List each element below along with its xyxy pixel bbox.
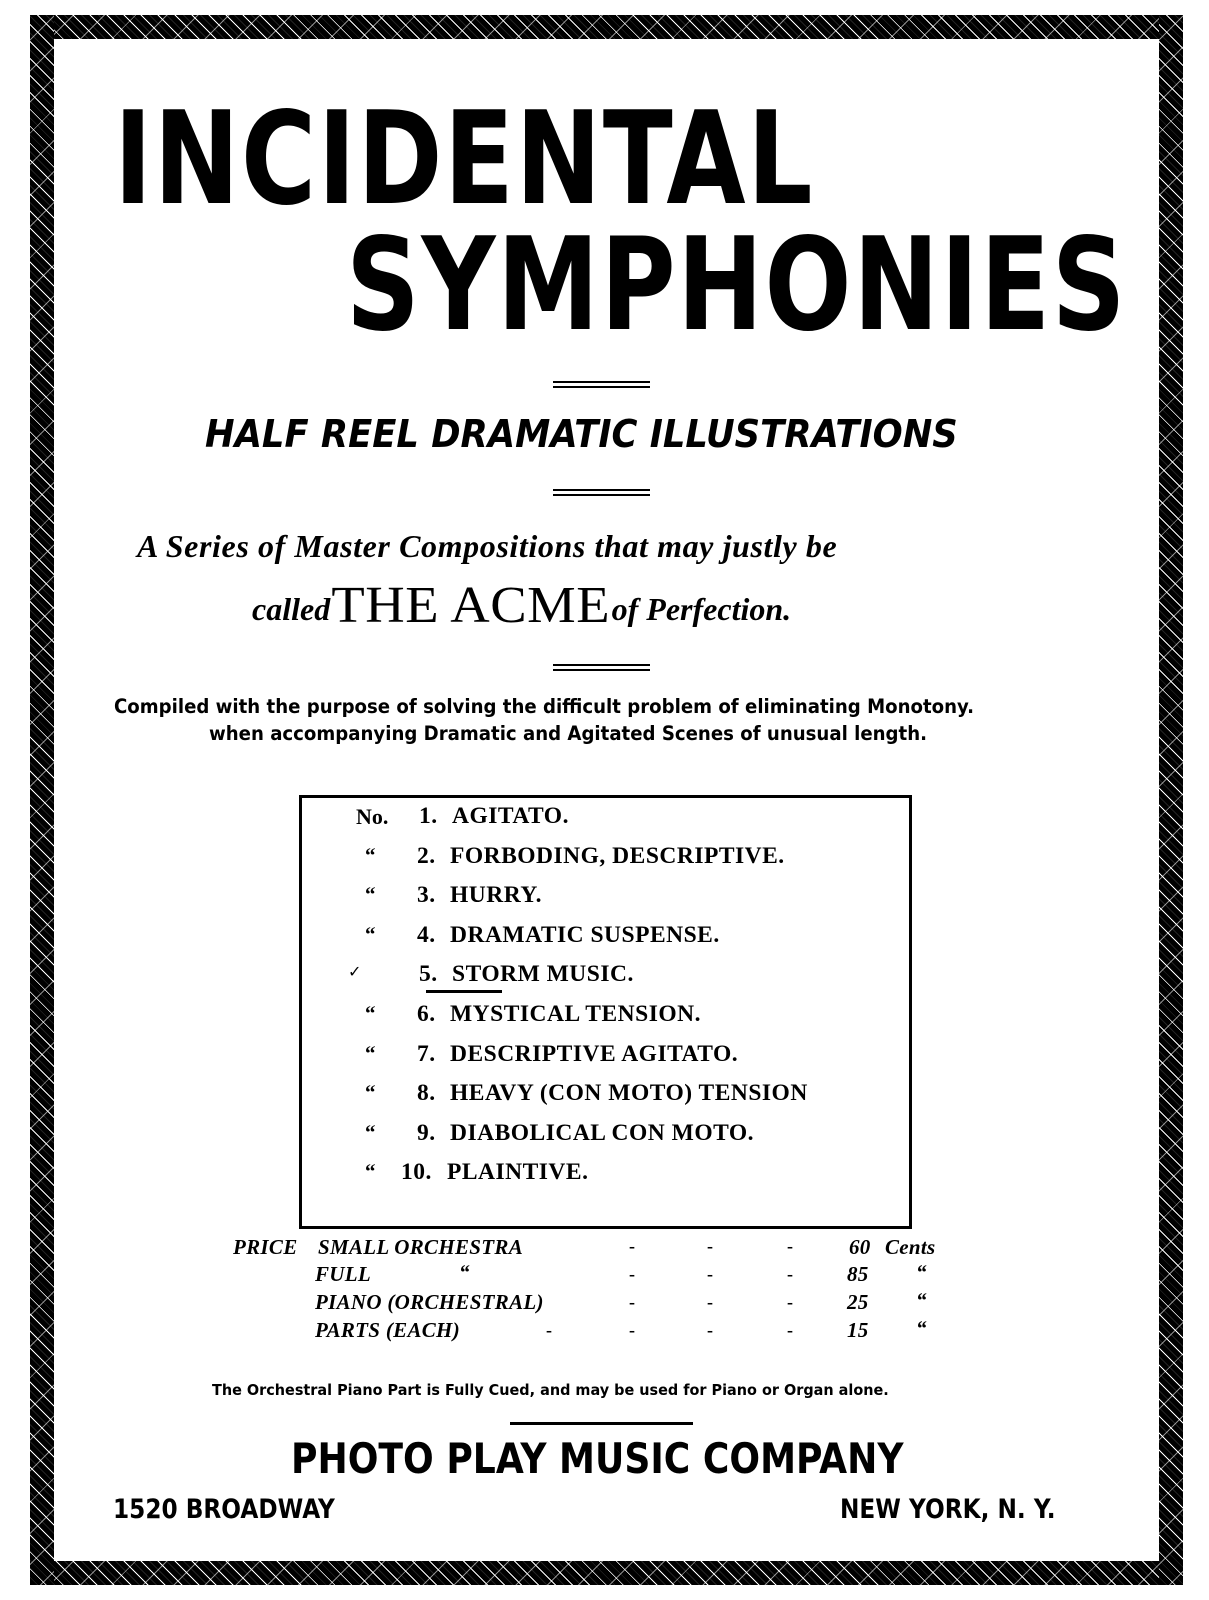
price-unit: “ — [916, 1288, 927, 1312]
list-item-title: DRAMATIC SUSPENSE. — [450, 922, 720, 948]
divider-rule — [510, 1422, 693, 1425]
tagline-emphasis: THE ACME — [331, 577, 611, 634]
ditto-mark: “ — [365, 922, 376, 946]
list-number: 6. — [417, 1001, 436, 1027]
leader-dash: - — [787, 1320, 793, 1340]
leader-dash: - — [629, 1236, 635, 1256]
ornamental-border-top — [30, 15, 1183, 39]
publisher-name: PHOTO PLAY MUSIC COMPANY — [291, 1434, 904, 1483]
list-number: 3. — [417, 882, 436, 908]
list-item-title: HEAVY (CON MOTO) TENSION — [450, 1080, 808, 1106]
list-item-title: HURRY. — [450, 882, 543, 908]
list-number: 8. — [417, 1080, 436, 1106]
price-unit: Cents — [885, 1235, 936, 1259]
list-number: 7. — [417, 1041, 436, 1067]
tagline-post: of Perfection. — [611, 591, 792, 627]
list-item-title: PLAINTIVE. — [447, 1159, 589, 1185]
list-number: 9. — [417, 1120, 436, 1146]
description-line-1: Compiled with the purpose of solving the difficult problem of eliminating Monotony. — [114, 695, 975, 718]
leader-dash: - — [787, 1264, 793, 1284]
list-item-title: STORM MUSIC. — [452, 961, 634, 987]
list-item-title: FORBODING, DESCRIPTIVE. — [450, 843, 785, 869]
price-value: 60 — [849, 1235, 871, 1259]
list-number: 2. — [417, 843, 436, 869]
tagline-line-2 — [252, 577, 792, 634]
price-label: PIANO (ORCHESTRAL) — [315, 1290, 544, 1314]
price-value: 25 — [847, 1290, 869, 1314]
title-line-2: SYMPHONIES — [346, 211, 1128, 360]
ditto-mark: “ — [365, 1080, 376, 1104]
leader-dash: - — [787, 1236, 793, 1256]
divider-rule — [553, 386, 650, 388]
price-unit: “ — [916, 1260, 927, 1284]
divider-rule — [553, 489, 650, 491]
ditto-mark: “ — [365, 882, 376, 906]
leader-dash: - — [787, 1292, 793, 1312]
leader-dash: - — [629, 1292, 635, 1312]
leader-dash: - — [707, 1236, 713, 1256]
ornamental-border-right — [1159, 15, 1183, 1585]
price-label: FULL — [315, 1262, 372, 1286]
leader-dash: - — [629, 1320, 635, 1340]
handwritten-check-icon: ✓ — [348, 962, 362, 981]
list-number: 10. — [401, 1159, 432, 1185]
ornamental-border-bottom — [30, 1561, 1183, 1585]
price-label: SMALL ORCHESTRA — [318, 1235, 524, 1259]
ditto-mark: “ — [365, 1159, 376, 1183]
ditto-mark: “ — [365, 1041, 376, 1065]
divider-rule — [553, 664, 650, 666]
price-heading: PRICE — [233, 1235, 298, 1259]
ditto-mark: “ — [365, 1001, 376, 1025]
price-label: PARTS (EACH) — [315, 1318, 460, 1342]
publisher-street: 1520 BROADWAY — [113, 1494, 335, 1525]
list-item-title: DIABOLICAL CON MOTO. — [450, 1120, 755, 1146]
ditto-mark: “ — [365, 843, 376, 867]
divider-rule — [553, 669, 650, 671]
tagline-called: called — [252, 591, 331, 627]
title-line-1: INCIDENTAL — [114, 85, 815, 234]
list-number: 1. — [419, 803, 438, 829]
list-item-title: MYSTICAL TENSION. — [450, 1001, 701, 1027]
ornamental-border-left — [30, 15, 54, 1585]
leader-dash: - — [707, 1292, 713, 1312]
price-value: 85 — [847, 1262, 869, 1286]
leader-dash: - — [629, 1264, 635, 1284]
leader-dash: - — [707, 1320, 713, 1340]
divider-rule — [553, 494, 650, 496]
leader-dash: - — [707, 1264, 713, 1284]
description-line-2: when accompanying Dramatic and Agitated Scenes of unusual length. — [209, 722, 927, 745]
list-number: 5. — [419, 961, 438, 987]
subtitle: HALF REEL DRAMATIC ILLUSTRATIONS — [205, 412, 958, 456]
list-prefix: No. — [356, 804, 389, 829]
ditto-mark: “ — [365, 1120, 376, 1144]
leader-dash: - — [546, 1320, 552, 1340]
publisher-city: NEW YORK, N. Y. — [840, 1494, 1056, 1525]
divider-rule — [553, 381, 650, 383]
list-item-title: AGITATO. — [452, 803, 569, 829]
ditto-mark: “ — [459, 1260, 470, 1284]
price-value: 15 — [847, 1318, 869, 1342]
tagline-line-1: A Series of Master Compositions that may justly be — [137, 528, 838, 564]
handwritten-underline — [426, 990, 502, 993]
price-unit: “ — [916, 1316, 927, 1340]
list-number: 4. — [417, 922, 436, 948]
pricing-note: The Orchestral Piano Part is Fully Cued, and may be used for Piano or Organ alone. — [212, 1381, 889, 1399]
list-item-title: DESCRIPTIVE AGITATO. — [450, 1041, 739, 1067]
